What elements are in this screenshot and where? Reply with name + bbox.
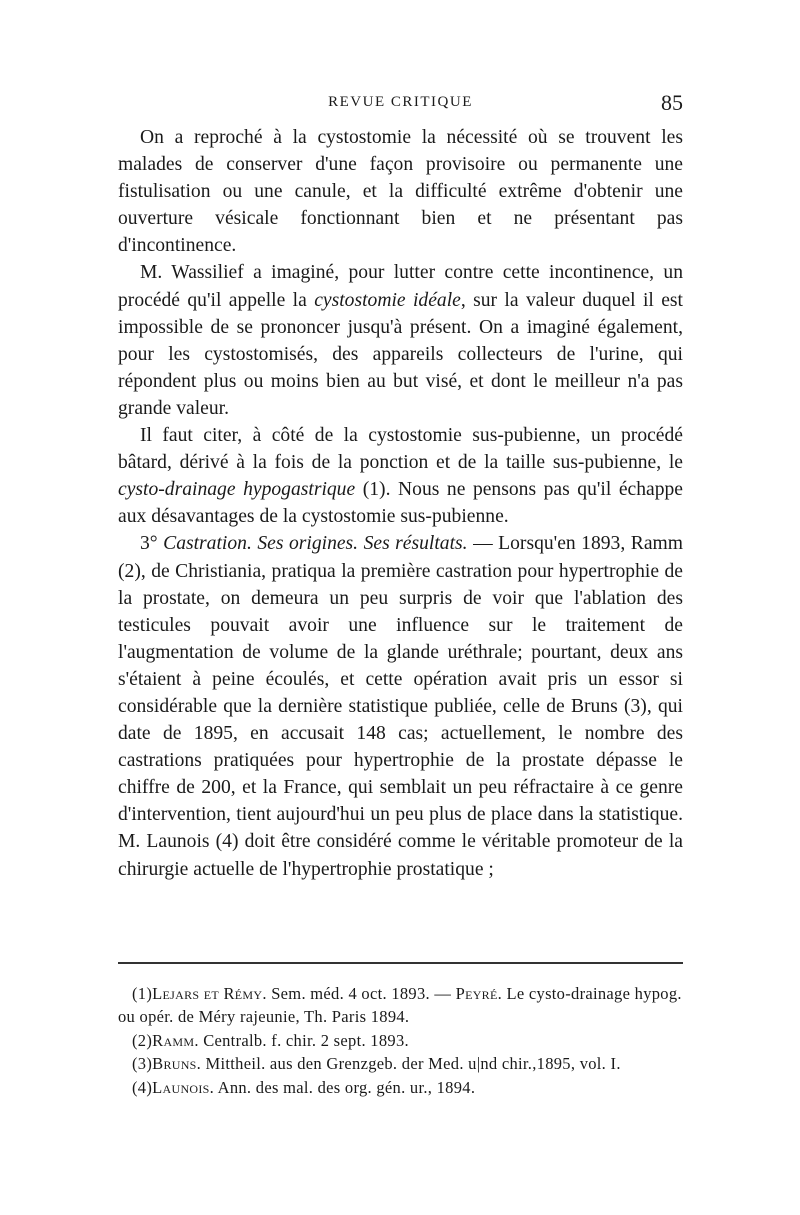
footnote-number: (3): [132, 1054, 153, 1074]
footnote-author: Bruns.: [152, 1054, 202, 1074]
footnotes: [118, 982, 683, 1099]
paragraph-4-text: — Lorsqu'en 1893, Ramm (2), de Christiania, pratiqua la première castration pour hypertrophie de la prostate, on demeura un peu surpris de voir que l'ablation des testicules pouvait avoir une influence sur le traitement de l'augmentation de volume de la glande uréthrale; pourtant, deux ans s'étaient à peine écoulés, et cette opération avait pris un essor si considérable que la dernière statistique publiée, celle de Bruns (3), qui date de 1895, en accusait 148 cas; actuellement, le nombre des castrations pratiquées pour hypertrophie de la prostate dépasse le chiffre de 200, et la France, qui semblait un peu réfractaire à ce genre d'intervention, tient aujourd'hui un peu plus de place dans la statistique. M. Launois (4) doit être considéré comme le véritable promoteur de la chirurgie actuelle de l'hypertrophie prostatique ;: [118, 533, 683, 880]
paragraph-3-text: Il faut citer, à côté de la cystostomie sus-pubienne, un procédé bâtard, dérivé à la fois de la ponction et de la taille sus-pubienne, le: [118, 425, 683, 474]
section-number: 3°: [140, 533, 164, 555]
footnote-number: (1): [132, 984, 153, 1003]
footnote-3: [118, 1052, 683, 1075]
paragraph-3-text-cont: (1). Nous ne pensons pas qu'il échappe aux désavantages de la cystostomie sus-pubienne.: [118, 479, 683, 528]
paragraph-3: [118, 422, 683, 530]
italic-term: cysto-drainage hypogastrique: [118, 479, 356, 501]
footnote-author: Ramm.: [152, 1030, 199, 1050]
footnote-number: (2): [132, 1030, 153, 1050]
footnote-4: [118, 1076, 683, 1099]
section-heading: Castration. Ses origines. Ses résultats.: [163, 533, 468, 555]
paragraph-2-text-cont: , sur la valeur duquel il est impossible de se prononcer jusqu'à présent. On a imaginé également, pour les cystostomisés, des appareils collecteurs de l'urine, qui répondent plus ou moins bien au but visé, et dont le meilleur n'a pas grande valeur.: [118, 289, 683, 419]
footnote-1: [118, 982, 683, 1029]
italic-term: cystostomie idéale: [314, 289, 461, 311]
body-text: [118, 124, 683, 883]
paragraph-2: [118, 259, 683, 422]
footnote-author: Peyré.: [455, 984, 503, 1003]
running-title: REVUE CRITIQUE: [328, 94, 473, 110]
footnote-text: Mittheil. aus den Grenzgeb. der Med. u|nd chir.,1895, vol. I.: [201, 1054, 621, 1074]
paragraph-4: [118, 530, 683, 882]
footnote-text: Le cysto-drainage hypog. ou opér. de Méry rajeunie, Th. Paris 1894.: [118, 984, 682, 1027]
footnote-text: Sem. méd. 4 oct. 1893. —: [266, 984, 456, 1003]
footnote-number: (4): [132, 1077, 153, 1097]
footnote-text: Centralb. f. chir. 2 sept. 1893.: [198, 1030, 409, 1050]
paragraph-2-text: M. Wassilief a imaginé, pour lutter contre cette incontinence, un procédé qu'il appelle la: [118, 262, 683, 311]
footnote-2: [118, 1029, 683, 1052]
paragraph-1: On a reproché à la cystostomie la nécessité où se trouvent les malades de conserver d'une façon provisoire ou permanente une fistulisation ou une canule, et la difficulté extrême d'obtenir une ouverture vésicale fonctionnant bien et ne présentant pas d'incontinence.: [118, 127, 683, 257]
footnote-text: Ann. des mal. des org. gén. ur., 1894.: [214, 1077, 476, 1097]
footnote-author: Lejars et Rémy.: [152, 984, 267, 1003]
page-number: 85: [661, 90, 683, 115]
footnote-author: Launois.: [152, 1077, 215, 1097]
footnote-rule: [118, 962, 683, 964]
running-head: [118, 90, 683, 124]
